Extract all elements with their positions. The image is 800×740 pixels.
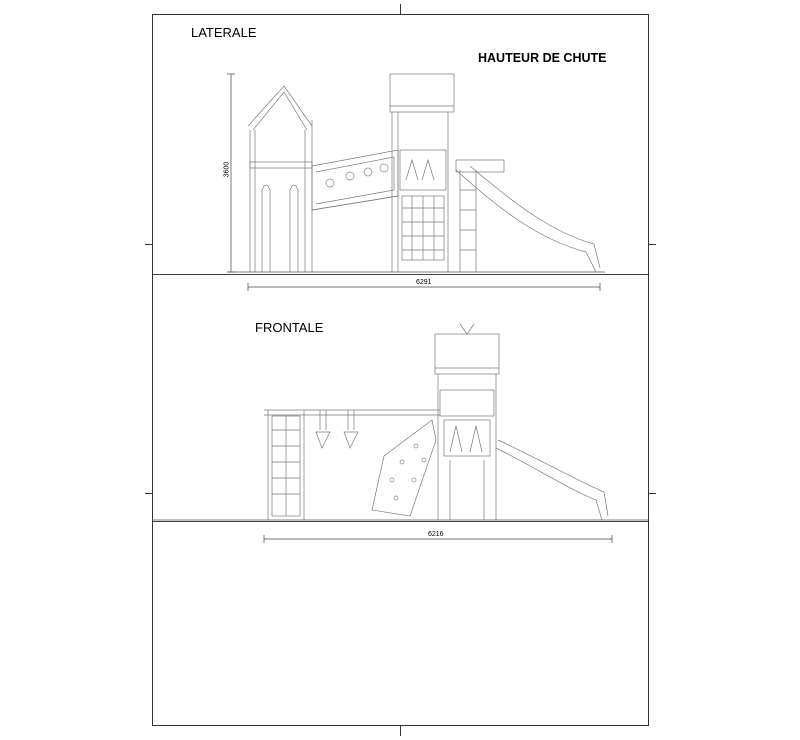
frontal-view-drawing (152, 324, 649, 543)
lateral-height-dimension: 3600 (223, 161, 231, 178)
lateral-width-dimension: 6291 (416, 279, 432, 286)
fall-height-label: HAUTEUR DE CHUTE (478, 51, 607, 65)
sheet-border (153, 15, 649, 726)
frontal-view-title: FRONTALE (255, 320, 324, 335)
frontal-width-dimension: 6216 (428, 531, 444, 538)
registration-marks (145, 4, 656, 736)
lateral-view-title: LATERALE (191, 25, 257, 40)
lateral-view-drawing (227, 74, 605, 291)
